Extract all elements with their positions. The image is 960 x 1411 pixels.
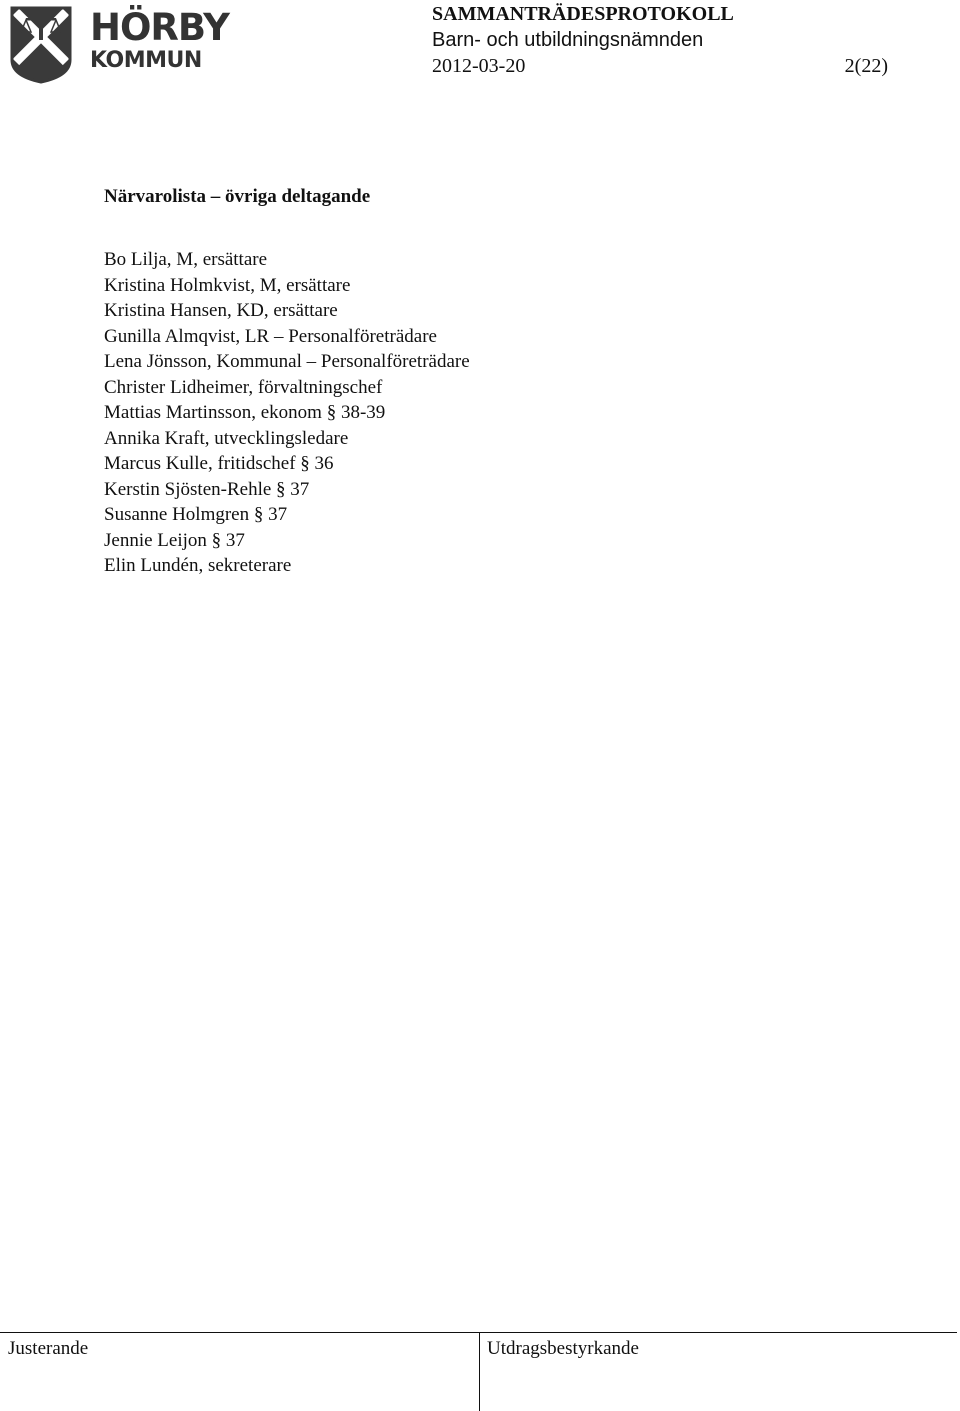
signature-footer [0, 1332, 957, 1411]
attendee-item: Gunilla Almqvist, LR – Personalföreträdare [104, 325, 437, 347]
attendee-item: Kristina Holmkvist, M, ersättare [104, 274, 351, 296]
attendee-item: Christer Lidheimer, förvaltningschef [104, 376, 383, 398]
committee-name: Barn- och utbildningsnämnden [432, 29, 704, 51]
meeting-date: 2012-03-20 [432, 55, 526, 77]
attendee-item: Bo Lilja, M, ersättare [104, 249, 268, 270]
attendee-item: Susanne Holmgren § 37 [104, 504, 288, 525]
document-title: SAMMANTRÄDESPROTOKOLL [432, 3, 734, 25]
footer-divider [479, 1333, 480, 1411]
municipality-logo [10, 6, 229, 84]
attendee-list [104, 247, 470, 579]
attendee-item: Kristina Hansen, KD, ersättare [104, 300, 338, 321]
attendee-item: Mattias Martinsson, ekonom § 38-39 [104, 402, 386, 423]
attendee-item: Lena Jönsson, Kommunal – Personalföreträdare [104, 351, 470, 372]
adjuster-signature-label: Justerande [8, 1338, 89, 1359]
coat-of-arms-icon [10, 6, 72, 84]
certification-signature-label: Utdragsbestyrkande [487, 1338, 639, 1359]
attendee-item: Kerstin Sjösten-Rehle § 37 [104, 478, 310, 500]
logo-name: HÖRBY [90, 6, 229, 49]
attendee-item: Elin Lundén, sekreterare [104, 555, 292, 576]
page-number: 2(22) [844, 55, 888, 77]
attendee-item: Annika Kraft, utvecklingsledare [104, 427, 349, 449]
attendee-item: Marcus Kulle, fritidschef § 36 [104, 453, 334, 474]
logo-subtitle: KOMMUN [90, 48, 202, 73]
attendee-item: Jennie Leijon § 37 [104, 529, 245, 551]
section-heading: Närvarolista – övriga deltagande [104, 186, 371, 207]
